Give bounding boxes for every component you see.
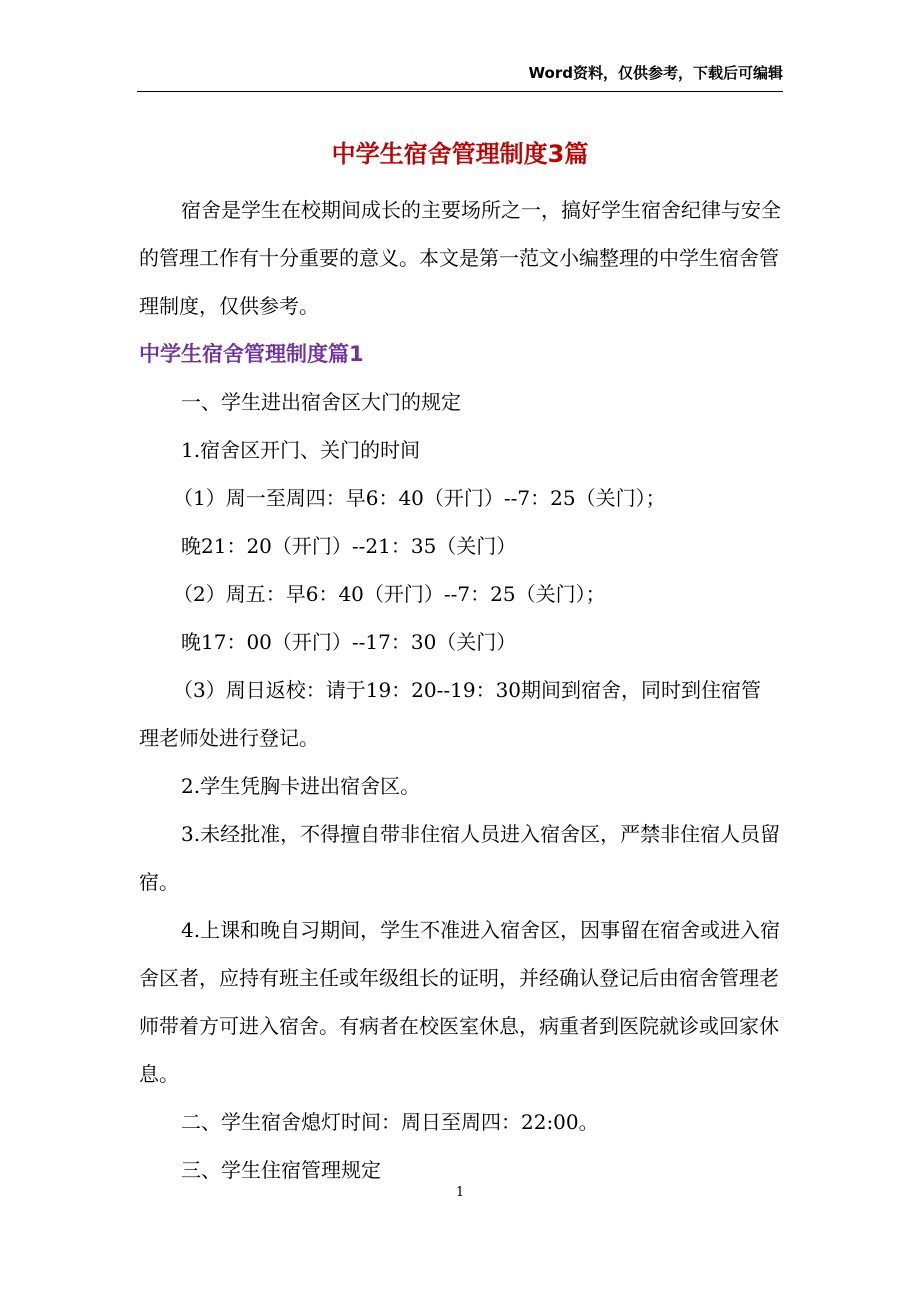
subitem-1-evening: 晚21：20（开门）--21：35（关门） xyxy=(181,534,517,558)
item-3: 3.未经批准，不得擅自带非住宿人员进入宿舍区，严禁非住宿人员留宿。 xyxy=(139,822,781,894)
section-heading: 中学生宿舍管理制度篇1 xyxy=(139,342,364,366)
subitem-1-morning: （1）周一至周四：早6：40（开门）--7：25（关门）； xyxy=(173,486,666,510)
subitem-3: （3）周日返校：请于19：20--19：30期间到宿舍，同时到住宿管理老师处进行登记。 xyxy=(139,678,762,750)
header-divider xyxy=(137,91,783,92)
subitem-2-evening: 晚17：00（开门）--17：30（关门） xyxy=(181,630,517,654)
page-header: Word资料，仅供参考，下载后可编辑 xyxy=(528,64,783,82)
item-2: 2.学生凭胸卡进出宿舍区。 xyxy=(181,774,421,798)
intro-paragraph: 宿舍是学生在校期间成长的主要场所之一，搞好学生宿舍纪律与安全的管理工作有十分重要的意义。本文是第一范文小编整理的中学生宿舍管理制度，仅供参考。 xyxy=(139,198,781,318)
document-body xyxy=(139,186,781,1194)
part-3-heading: 三、学生住宿管理规定 xyxy=(181,1158,381,1182)
item-1: 1.宿舍区开门、关门的时间 xyxy=(181,438,421,462)
part-1-heading: 一、学生进出宿舍区大门的规定 xyxy=(181,390,461,414)
subitem-2-morning: （2）周五：早6：40（开门）--7：25（关门）； xyxy=(173,582,606,606)
part-2-heading: 二、学生宿舍熄灯时间：周日至周四：22:00。 xyxy=(181,1110,599,1134)
page-number: 1 xyxy=(455,1185,465,1200)
document-title: 中学生宿舍管理制度3篇 xyxy=(331,140,589,168)
item-4: 4.上课和晚自习期间，学生不准进入宿舍区，因事留在宿舍或进入宿舍区者，应持有班主任或年级组长的证明，并经确认登记后由宿舍管理老师带着方可进入宿舍。有病者在校医室休息，病重者到医院就诊或回家休息。 xyxy=(139,918,781,1086)
